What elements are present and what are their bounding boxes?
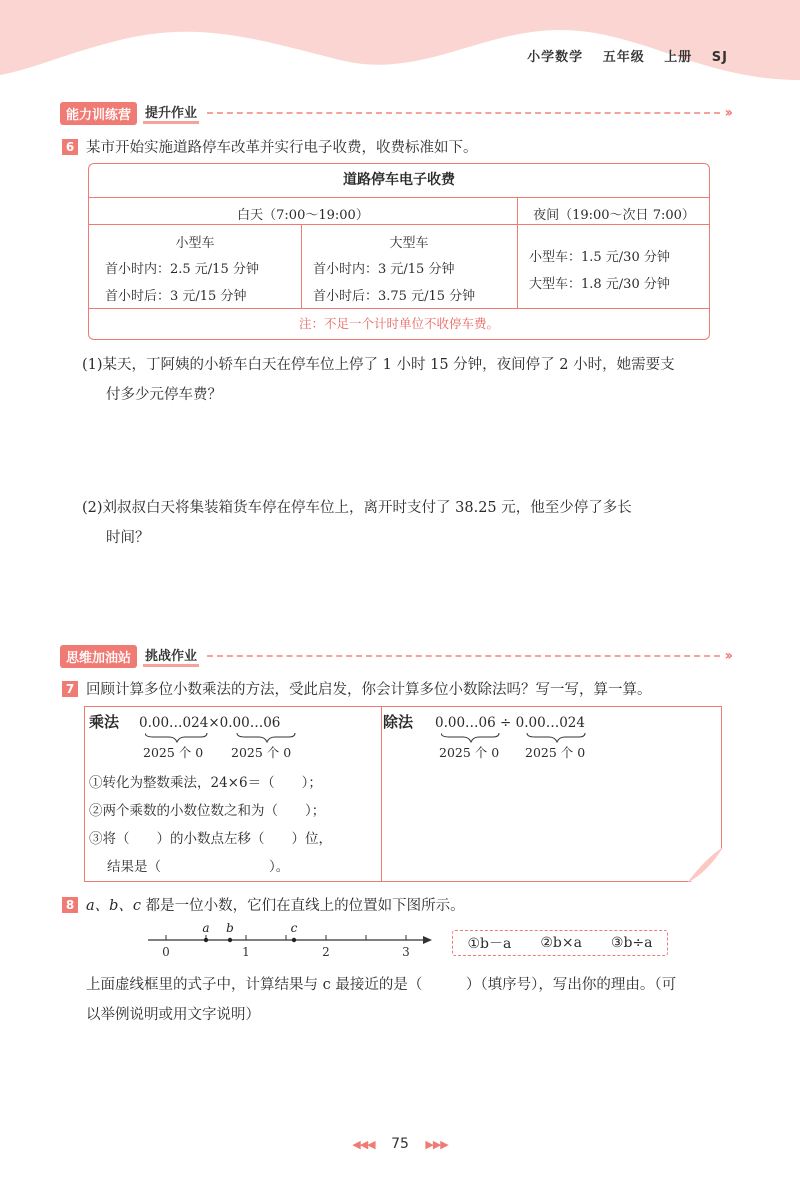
option-3: ③b÷a bbox=[610, 935, 653, 951]
part-1-line-2: 付多少元停车费？ bbox=[106, 387, 222, 403]
question-text: 回顾计算多位小数乘法的方法，受此启发，你会计算多位小数除法吗？写一写，算一算。 bbox=[86, 682, 652, 698]
ask-line-1: 上面虚线框里的式子中，计算结果与 c 最接近的是（ ）（填序号），写出你的理由。（可 bbox=[86, 977, 677, 993]
divisor: 0.00…024 bbox=[515, 715, 585, 731]
variable-list: a、b、c bbox=[86, 898, 142, 914]
large-car-title: 大型车 bbox=[389, 236, 429, 251]
division-label: 除法 bbox=[383, 713, 414, 731]
table-divider bbox=[89, 197, 709, 198]
tick-label: 0 bbox=[162, 945, 170, 959]
part-2-line-1: (2)刘叔叔白天将集装箱货车停在停车位上，离开时支付了 38.25 元，他至少停了多长 bbox=[82, 500, 632, 516]
step-3: ③将（ ）的小数点左移（ ）位， bbox=[89, 831, 332, 847]
number-line bbox=[140, 918, 440, 968]
brace-icon bbox=[145, 731, 305, 743]
edition-label: SJ bbox=[711, 50, 728, 65]
dividend: 0.00…06 bbox=[435, 715, 496, 731]
double-chevron-icon: ›› bbox=[724, 648, 730, 664]
question-8-ask bbox=[86, 970, 746, 1030]
book-info bbox=[513, 46, 728, 65]
tick-label: 3 bbox=[402, 945, 410, 959]
double-chevron-icon: ›› bbox=[724, 105, 730, 121]
dashed-divider bbox=[207, 655, 720, 657]
point-a bbox=[204, 938, 208, 942]
question-7-stem bbox=[62, 678, 652, 699]
section-header-thinking bbox=[60, 645, 730, 667]
left-arrows-icon: ◀◀◀ bbox=[352, 1138, 375, 1151]
table-note: 注：不足一个计时单位不收停车费。 bbox=[298, 316, 499, 331]
question-text: 某市开始实施道路停车改革并实行电子收费，收费标准如下。 bbox=[86, 140, 478, 156]
page-footer bbox=[0, 1136, 800, 1152]
large-car-after-hour: 首小时后：3.75 元/15 分钟 bbox=[313, 289, 476, 304]
small-car-title: 小型车 bbox=[175, 236, 215, 251]
part-1-line-1: (1)某天，丁阿姨的小轿车白天在停车位上停了 1 小时 15 分钟，夜间停了 2 小时，她需要支 bbox=[82, 357, 675, 373]
times-sign: × bbox=[208, 715, 220, 731]
question-6-part-1 bbox=[82, 350, 732, 410]
arrow-head-icon bbox=[423, 936, 432, 944]
zero-count-note: 2025 个 0 bbox=[439, 745, 500, 760]
section-header-ability bbox=[60, 102, 730, 124]
point-c bbox=[292, 938, 296, 942]
option-2: ②b×a bbox=[540, 935, 582, 951]
question-6-part-2 bbox=[82, 493, 732, 553]
question-number: 8 bbox=[62, 897, 78, 913]
dashed-divider bbox=[207, 112, 720, 114]
tick-label: 2 bbox=[322, 945, 330, 959]
section-subtitle: 提升作业 bbox=[143, 102, 199, 124]
page-number: 75 bbox=[391, 1136, 409, 1152]
step-4: 结果是（ ）。 bbox=[107, 859, 290, 875]
section-tag: 思维加油站 bbox=[60, 645, 137, 668]
night-header: 夜间（19:00～次日 7:00） bbox=[533, 208, 695, 223]
table-divider bbox=[89, 224, 709, 225]
point-label: a bbox=[202, 921, 210, 935]
small-car-after-hour: 首小时后：3 元/15 分钟 bbox=[105, 289, 247, 304]
question-8-stem bbox=[62, 894, 465, 915]
decimal-method-box bbox=[84, 706, 722, 882]
section-tag: 能力训练营 bbox=[60, 102, 137, 125]
box-divider bbox=[381, 707, 382, 881]
section-subtitle: 挑战作业 bbox=[143, 645, 199, 667]
divide-sign: ÷ bbox=[500, 715, 512, 731]
parking-fee-table bbox=[88, 163, 710, 340]
zero-count-note: 2025 个 0 bbox=[143, 745, 204, 760]
point-b bbox=[228, 938, 232, 942]
day-header: 白天（7:00～19:00） bbox=[237, 208, 369, 223]
subject-label: 小学数学 bbox=[527, 50, 584, 65]
volume-label: 上册 bbox=[664, 50, 693, 65]
table-divider bbox=[89, 308, 709, 309]
question-text: 都是一位小数，它们在直线上的位置如下图所示。 bbox=[141, 898, 465, 914]
grade-label: 五年级 bbox=[602, 50, 645, 65]
tick-label: 1 bbox=[242, 945, 250, 959]
night-small-car: 小型车：1.5 元/30 分钟 bbox=[529, 250, 670, 265]
brace-icon bbox=[441, 731, 601, 743]
ask-line-2: 以举例说明或用文字说明） bbox=[86, 1007, 260, 1023]
small-car-first-hour: 首小时内：2.5 元/15 分钟 bbox=[105, 262, 259, 277]
header-wave bbox=[0, 0, 800, 80]
table-title: 道路停车电子收费 bbox=[343, 172, 455, 188]
multiplicand: 0.00…024 bbox=[139, 715, 209, 731]
multiplication-expression bbox=[139, 715, 280, 731]
part-2-line-2: 时间？ bbox=[106, 530, 150, 546]
step-2: ②两个乘数的小数位数之和为（ ）； bbox=[89, 803, 326, 819]
zero-count-note: 2025 个 0 bbox=[525, 745, 586, 760]
zero-count-note: 2025 个 0 bbox=[231, 745, 292, 760]
question-number: 7 bbox=[62, 681, 78, 697]
large-car-first-hour: 首小时内：3 元/15 分钟 bbox=[313, 262, 455, 277]
division-expression bbox=[435, 715, 585, 731]
page-curl-decoration bbox=[687, 847, 723, 883]
question-number: 6 bbox=[62, 139, 78, 155]
step-1: ①转化为整数乘法，24×6＝（ ）； bbox=[89, 775, 322, 791]
point-label: b bbox=[226, 921, 234, 935]
option-1: ①b－a bbox=[467, 936, 512, 952]
question-6-stem bbox=[62, 136, 478, 157]
multiplier: 0.00…06 bbox=[219, 715, 281, 731]
point-label: c bbox=[290, 921, 298, 935]
right-arrows-icon: ▶▶▶ bbox=[425, 1138, 448, 1151]
multiplication-label: 乘法 bbox=[89, 713, 120, 731]
night-large-car: 大型车：1.8 元/30 分钟 bbox=[529, 277, 670, 292]
expression-options-box bbox=[452, 930, 668, 956]
